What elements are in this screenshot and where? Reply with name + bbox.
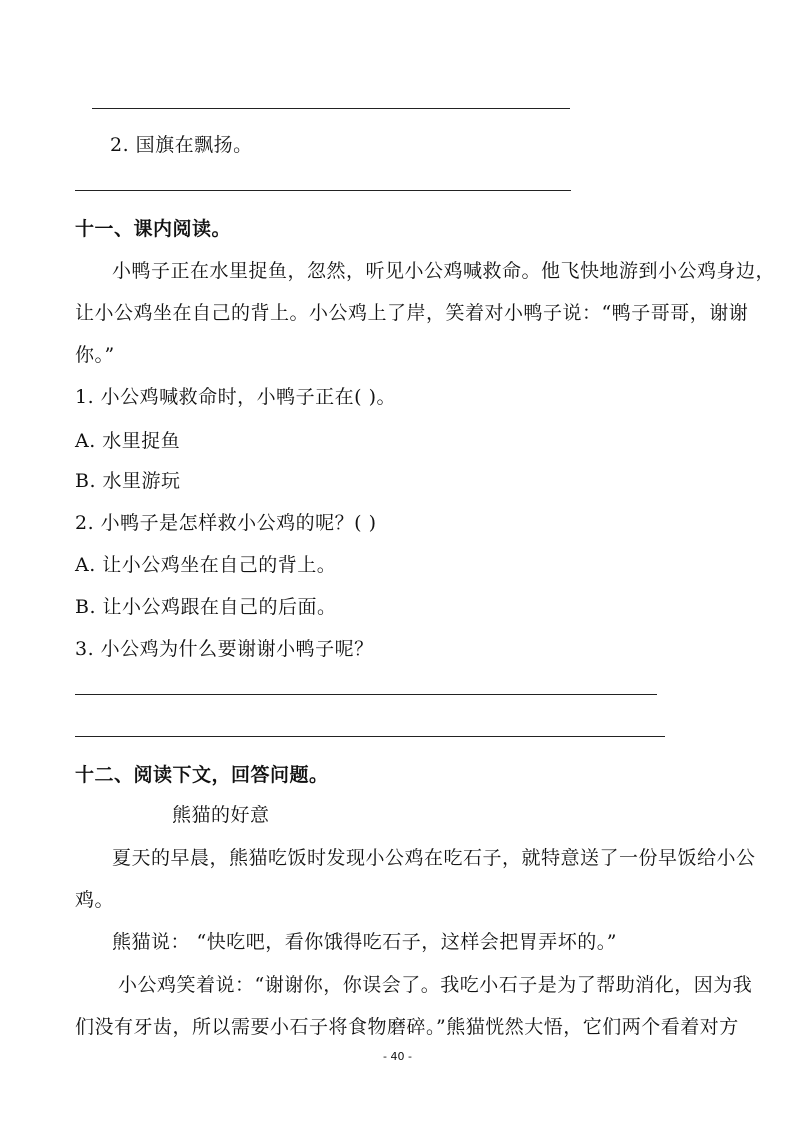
story-paragraph-1-line-1: 夏天的早晨，熊猫吃饭时发现小公鸡在吃石子，就特意送了一份早饭给小公 — [112, 847, 756, 869]
answer-line-3 — [75, 694, 657, 695]
question-1-option-b: B. 水里游玩 — [75, 470, 181, 492]
question-2-option-b: B. 让小公鸡跟在自己的后面。 — [75, 596, 337, 618]
item-2-text: 2. 国旗在飘扬。 — [110, 134, 253, 156]
story-paragraph-3-line-1: 小公鸡笑着说：“谢谢你，你误会了。我吃小石子是为了帮助消化，因为我 — [118, 974, 753, 996]
answer-line-2 — [75, 190, 571, 191]
question-1-option-a: A. 水里捉鱼 — [75, 430, 181, 452]
question-2-option-a: A. 让小公鸡坐在自己的背上。 — [75, 554, 337, 576]
section-12-heading: 十二、阅读下文，回答问题。 — [75, 764, 329, 786]
story-paragraph-3-line-2: 们没有牙齿，所以需要小石子将食物磨碎。”熊猫恍然大悟，它们两个看着对方 — [75, 1016, 739, 1038]
answer-line-4 — [75, 736, 665, 737]
story-title: 熊猫的好意 — [172, 804, 270, 826]
section-11-heading: 十一、课内阅读。 — [75, 218, 232, 240]
story-paragraph-1-line-2: 鸡。 — [75, 889, 115, 911]
passage-line-2: 让小公鸡坐在自己的背上。小公鸡上了岸，笑着对小鸭子说：“鸭子哥哥，谢谢 — [75, 302, 749, 324]
page-number: - 40 - — [383, 1050, 412, 1063]
story-paragraph-2: 熊猫说： “快吃吧，看你饿得吃石子，这样会把胃弄坏的。” — [112, 931, 617, 953]
question-2: 2. 小鸭子是怎样救小公鸡的呢？( ) — [75, 512, 377, 534]
answer-line-1 — [92, 108, 570, 109]
passage-line-3: 你。” — [75, 344, 115, 366]
question-1: 1. 小公鸡喊救命时，小鸭子正在( )。 — [75, 386, 397, 408]
question-3: 3. 小公鸡为什么要谢谢小鸭子呢？ — [75, 638, 374, 660]
passage-line-1: 小鸭子正在水里捉鱼，忽然，听见小公鸡喊救命。他飞快地游到小公鸡身边， — [112, 260, 776, 282]
